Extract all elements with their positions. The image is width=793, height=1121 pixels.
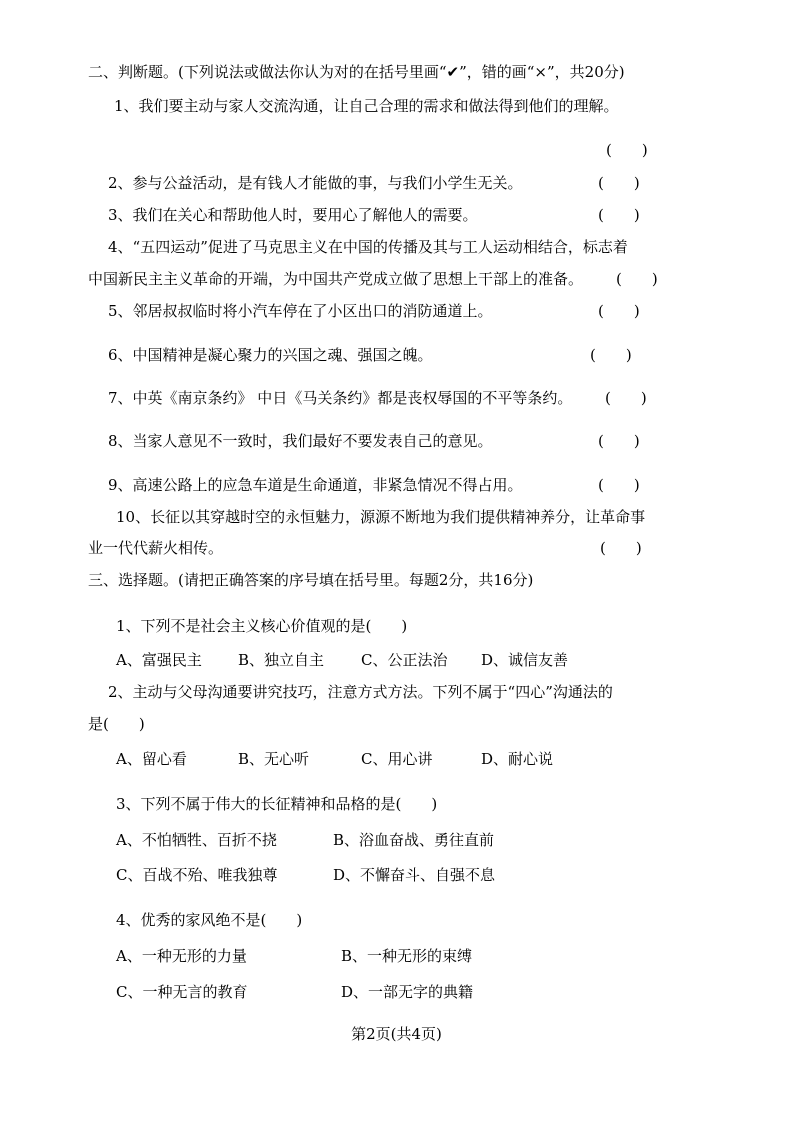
judge-item-9: 9、高速公路上的应急车道是生命通道，非紧急情况不得占用。 <box>108 476 523 494</box>
choice-question-2-line1: 2、主动与父母沟通要讲究技巧，注意方式方法。下列不属于“四心”沟通法的 <box>108 683 613 701</box>
choice-3-option-d[interactable]: D、不懈奋斗、自强不息 <box>333 866 496 884</box>
choice-1-option-b[interactable]: B、独立自主 <box>238 651 325 669</box>
judge-item-6: 6、中国精神是凝心聚力的兴国之魂、强国之魄。 <box>108 346 433 364</box>
judge-answer-8[interactable]: ( ) <box>598 432 640 450</box>
judge-answer-10[interactable]: ( ) <box>600 539 642 557</box>
choice-2-option-d[interactable]: D、耐心说 <box>481 750 554 768</box>
judge-item-5: 5、邻居叔叔临时将小汽车停在了小区出口的消防通道上。 <box>108 302 493 320</box>
choice-2-option-a[interactable]: A、留心看 <box>116 750 187 768</box>
judge-answer-2[interactable]: ( ) <box>598 174 640 192</box>
judge-item-8: 8、当家人意见不一致时，我们最好不要发表自己的意见。 <box>108 432 493 450</box>
judge-answer-7[interactable]: ( ) <box>605 389 647 407</box>
choice-4-option-c[interactable]: C、一种无言的教育 <box>116 983 248 1001</box>
choice-2-option-b[interactable]: B、无心听 <box>238 750 310 768</box>
choice-4-option-d[interactable]: D、一部无字的典籍 <box>341 983 474 1001</box>
judge-answer-9[interactable]: ( ) <box>598 476 640 494</box>
judge-item-10-line1: 10、长征以其穿越时空的永恒魅力，源源不断地为我们提供精神养分，让革命事 <box>116 508 646 526</box>
choice-question-1: 1、下列不是社会主义核心价值观的是( ) <box>116 617 408 635</box>
section2-heading: 二、判断题。(下列说法或做法你认为对的在括号里画“✔”，错的画“×”，共20分) <box>88 63 625 81</box>
choice-3-option-b[interactable]: B、浴血奋战、勇往直前 <box>333 831 495 849</box>
judge-item-3: 3、我们在关心和帮助他人时，要用心了解他人的需要。 <box>108 206 478 224</box>
judge-answer-6[interactable]: ( ) <box>590 346 632 364</box>
choice-4-option-a[interactable]: A、一种无形的力量 <box>116 947 247 965</box>
judge-answer-3[interactable]: ( ) <box>598 206 640 224</box>
choice-question-2-line2: 是( ) <box>88 715 145 733</box>
judge-answer-4[interactable]: ( ) <box>616 270 658 288</box>
choice-4-option-b[interactable]: B、一种无形的束缚 <box>341 947 473 965</box>
judge-answer-5[interactable]: ( ) <box>598 302 640 320</box>
choice-3-option-c[interactable]: C、百战不殆、唯我独尊 <box>116 866 278 884</box>
choice-2-option-c[interactable]: C、用心讲 <box>361 750 433 768</box>
choice-question-4: 4、优秀的家风绝不是( ) <box>116 911 303 929</box>
choice-3-option-a[interactable]: A、不怕牺牲、百折不挠 <box>116 831 277 849</box>
choice-1-option-c[interactable]: C、公正法治 <box>361 651 448 669</box>
page-number: 第2页(共4页) <box>351 1025 442 1043</box>
judge-item-2: 2、参与公益活动，是有钱人才能做的事，与我们小学生无关。 <box>108 174 523 192</box>
section3-heading: 三、选择题。(请把正确答案的序号填在括号里。每题2分，共16分) <box>88 571 534 589</box>
judge-answer-1[interactable]: ( ) <box>606 141 648 159</box>
choice-1-option-d[interactable]: D、诚信友善 <box>481 651 569 669</box>
judge-item-4-line2: 中国新民主主义革命的开端，为中国共产党成立做了思想上干部上的准备。 <box>88 270 584 288</box>
choice-question-3: 3、下列不属于伟大的长征精神和品格的是( ) <box>116 795 438 813</box>
judge-item-4-line1: 4、“五四运动”促进了马克思主义在中国的传播及其与工人运动相结合，标志着 <box>108 238 628 256</box>
judge-item-1: 1、我们要主动与家人交流沟通，让自己合理的需求和做法得到他们的理解。 <box>114 97 619 115</box>
judge-item-10-line2: 业一代代薪火相传。 <box>88 539 224 557</box>
choice-1-option-a[interactable]: A、富强民主 <box>116 651 202 669</box>
judge-item-7: 7、中英《南京条约》 中日《马关条约》都是丧权辱国的不平等条约。 <box>108 389 573 407</box>
